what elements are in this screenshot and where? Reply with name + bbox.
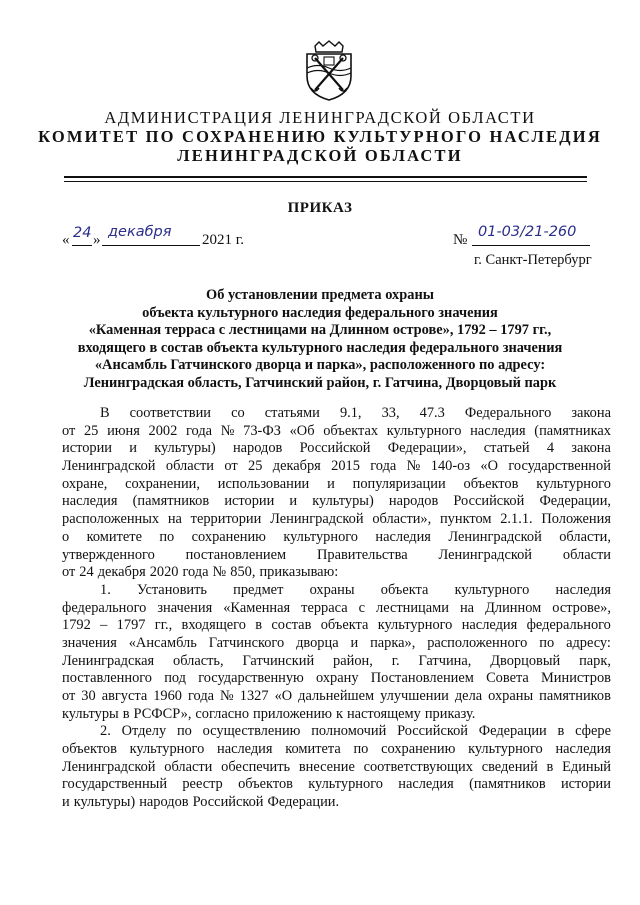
date-year: 2021 г. [202, 232, 244, 248]
header-divider-thick [64, 176, 587, 178]
date-day-underline [72, 245, 92, 246]
body-line: В соответствии со статьями 9.1, 33, 47.3 Федерального закона [100, 405, 611, 421]
body-line: от 25 июня 2002 года № 73-ФЗ «Об объектах культурного наследия (памятниках [62, 422, 611, 439]
city: г. Санкт-Петербург [474, 252, 592, 268]
number-label: № [453, 232, 468, 248]
body-line: и культуры) народов Российской Федерации. [62, 794, 340, 811]
number-underline [472, 245, 590, 246]
body-line: Ленинградской области обеспечить внесение соответствующих сведений в Единый [62, 758, 611, 775]
document-type: ПРИКАЗ [287, 200, 353, 216]
order-date [62, 224, 282, 250]
date-month: декабря [108, 224, 172, 240]
order-body [62, 405, 611, 812]
body-line: охране, сохранении, использовании и популяризации объектов культурного [62, 475, 611, 492]
body-line: 2. Отделу по осуществлению полномочий Российской Федерации в сфере [100, 723, 611, 740]
body-line: о комитете по сохранению культурного наследия Ленинградской области, [62, 528, 611, 545]
body-line: государственный реестр объектов культурного наследия (памятников истории [62, 776, 611, 793]
body-line: истории и культуры) народов Российской Федерации», статьей 4 закона [62, 440, 611, 457]
body-line: утвержденного постановлением Правительства Ленинградской области [62, 546, 611, 563]
title-line: Ленинградская область, Гатчинский район, г. Гатчина, Дворцовый парк [83, 374, 557, 391]
body-line: культуры в РСФСР», согласно приложению к настоящему приказу. [62, 705, 476, 722]
body-line: поставленного под государственную охрану Постановлением Совета Министров [62, 670, 611, 687]
coat-of-arms-icon [301, 40, 357, 102]
committee-heading: КОМИТЕТ ПО СОХРАНЕНИЮ КУЛЬТУРНОГО НАСЛЕДИЯ [38, 127, 602, 146]
body-line: 1. Установить предмет охраны объекта культурного наследия [100, 581, 611, 598]
date-close-quote: » [93, 232, 101, 248]
body-line: объектов культурного наследия комитета по сохранению культурного наследия [62, 741, 611, 758]
order-number [440, 224, 600, 250]
date-day: 24 [73, 225, 92, 241]
number-value: 01-03/21-260 [478, 224, 577, 240]
title-line: объекта культурного наследия федерального значения [142, 304, 498, 321]
body-line: расположенных на территории Ленинградской области», пунктом 2.1.1. Положения [62, 511, 611, 528]
body-line: 1792 – 1797 гг., входящего в состав объекта культурного наследия федерального [62, 617, 611, 634]
order-title [40, 287, 600, 393]
header-divider-thin [64, 181, 587, 182]
body-line: наследия (памятников истории и культуры) народов Российской Федерации, [62, 493, 611, 510]
title-line: входящего в состав объекта культурного наследия федерального значения [77, 339, 563, 356]
body-line: от 24 декабря 2020 года № 850, приказываю: [62, 564, 339, 581]
title-line: Об установлении предмета охраны [206, 287, 434, 303]
title-line: «Ансамбль Гатчинского дворца и парка», расположенного по адресу: [94, 357, 546, 374]
date-open-quote: « [62, 232, 70, 248]
body-line: значения «Ансамбль Гатчинского дворца и парка», расположенного по адресу: [62, 634, 611, 651]
title-line: «Каменная терраса с лестницами на Длинном острове», 1792 – 1797 гг., [88, 322, 552, 339]
region-heading: ЛЕНИНГРАДСКОЙ ОБЛАСТИ [177, 146, 463, 165]
body-line: от 30 августа 1960 года № 1327 «О дальнейшем улучшении дела охраны памятников [62, 688, 611, 704]
body-line: Ленинградской области от 25 декабря 2015 года № 140-оз «О государственной [62, 458, 611, 475]
body-line: Ленинградская область, Гатчинский район, г. Гатчина, Дворцовый парк, [62, 652, 611, 669]
administration-heading: АДМИНИСТРАЦИЯ ЛЕНИНГРАДСКОЙ ОБЛАСТИ [104, 108, 536, 127]
body-line: федерального значения «Каменная терраса с лестницами на Длинном острове», [62, 599, 611, 616]
date-month-underline [102, 245, 200, 246]
